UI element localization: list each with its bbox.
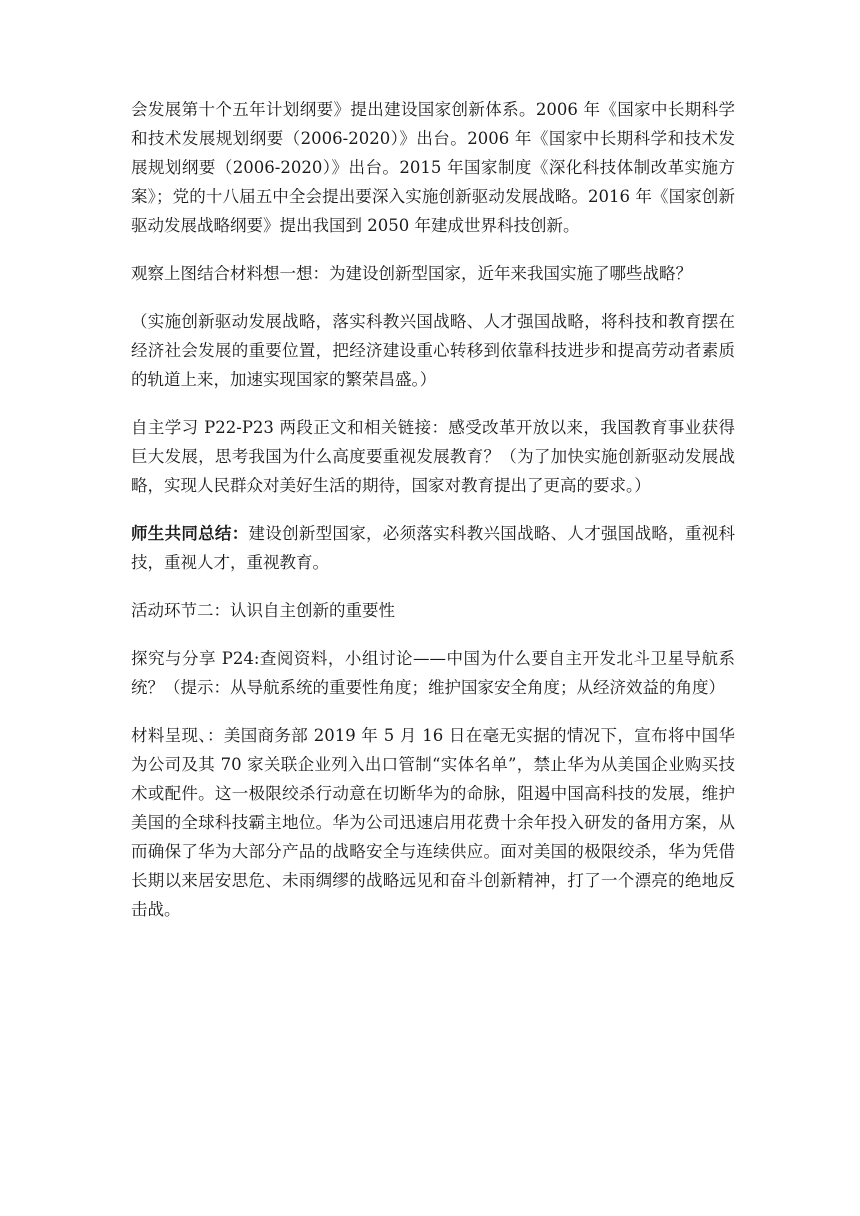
document-page: [131, 95, 735, 943]
paragraph-innovation-history: 会发展第十个五年计划纲要》提出建设国家创新体系。2006 年《国家中长期科学和技术发展规划纲要（2006-2020）》出台。2006 年《国家中长期科学和技术发展规划纲要（2006-2020）》出台。2015 年国家制度《深化科技体制改革实施方案》；党的十八届五中全会提出要深入实施创新驱动发展战略。2016 年《国家创新驱动发展战略纲要》提出我国到 2050 年建成世界科技创新。: [131, 100, 735, 235]
paragraph-material-huawei: 材料呈现、：美国商务部 2019 年 5 月 16 日在毫无实据的情况下，宣布将中国华为公司及其 70 家关联企业列入出口管制“实体名单”，禁止华为从美国企业购买技术或配件。这一极限绞杀行动意在切断华为的命脉，阻遏中国高科技的发展，维护美国的全球科技霸主地位。华为公司迅速启用花费十余年投入研发的备用方案，从而确保了华为大部分产品的战略安全与连续供应。面对美国的极限绞杀，华为凭借长期以来居安思危、未雨绸缪的战略远见和奋斗创新精神，打了一个漂亮的绝地反击战。: [131, 726, 735, 919]
paragraph-activity-two-heading: 活动环节二：认识自主创新的重要性: [131, 601, 395, 620]
paragraph-answer-strategies: （实施创新驱动发展战略，落实科教兴国战略、人才强国战略，将科技和教育摆在经济社会发展的重要位置，把经济建设重心转移到依靠科技进步和提高劳动者素质的轨道上来，加速实现国家的繁荣昌盛。）: [131, 312, 735, 389]
paragraph-question-strategies: 观察上图结合材料想一想：为建设创新型国家，近年来我国实施了哪些战略？: [131, 264, 692, 283]
summary-text: 建设创新型国家，必须落实科教兴国战略、人才强国战略，重视科技，重视人才，重视教育。: [131, 524, 736, 572]
summary-label: 师生共同总结：: [131, 524, 249, 543]
paragraph-self-study-education: 自主学习 P22-P23 两段正文和相关链接：感受改革开放以来，我国教育事业获得巨大发展，思考我国为什么高度要重视发展教育？（为了加快实施创新驱动发展战略，实现人民群众对美好生活的期待，国家对教育提出了更高的要求。）: [131, 418, 735, 495]
paragraph-summary: [131, 519, 735, 577]
paragraph-explore-share-beidou: 探究与分享 P24:查阅资料，小组讨论——中国为什么要自主开发北斗卫星导航系统？（提示：从导航系统的重要性角度；维护国家安全角度；从经济效益的角度）: [131, 649, 735, 697]
